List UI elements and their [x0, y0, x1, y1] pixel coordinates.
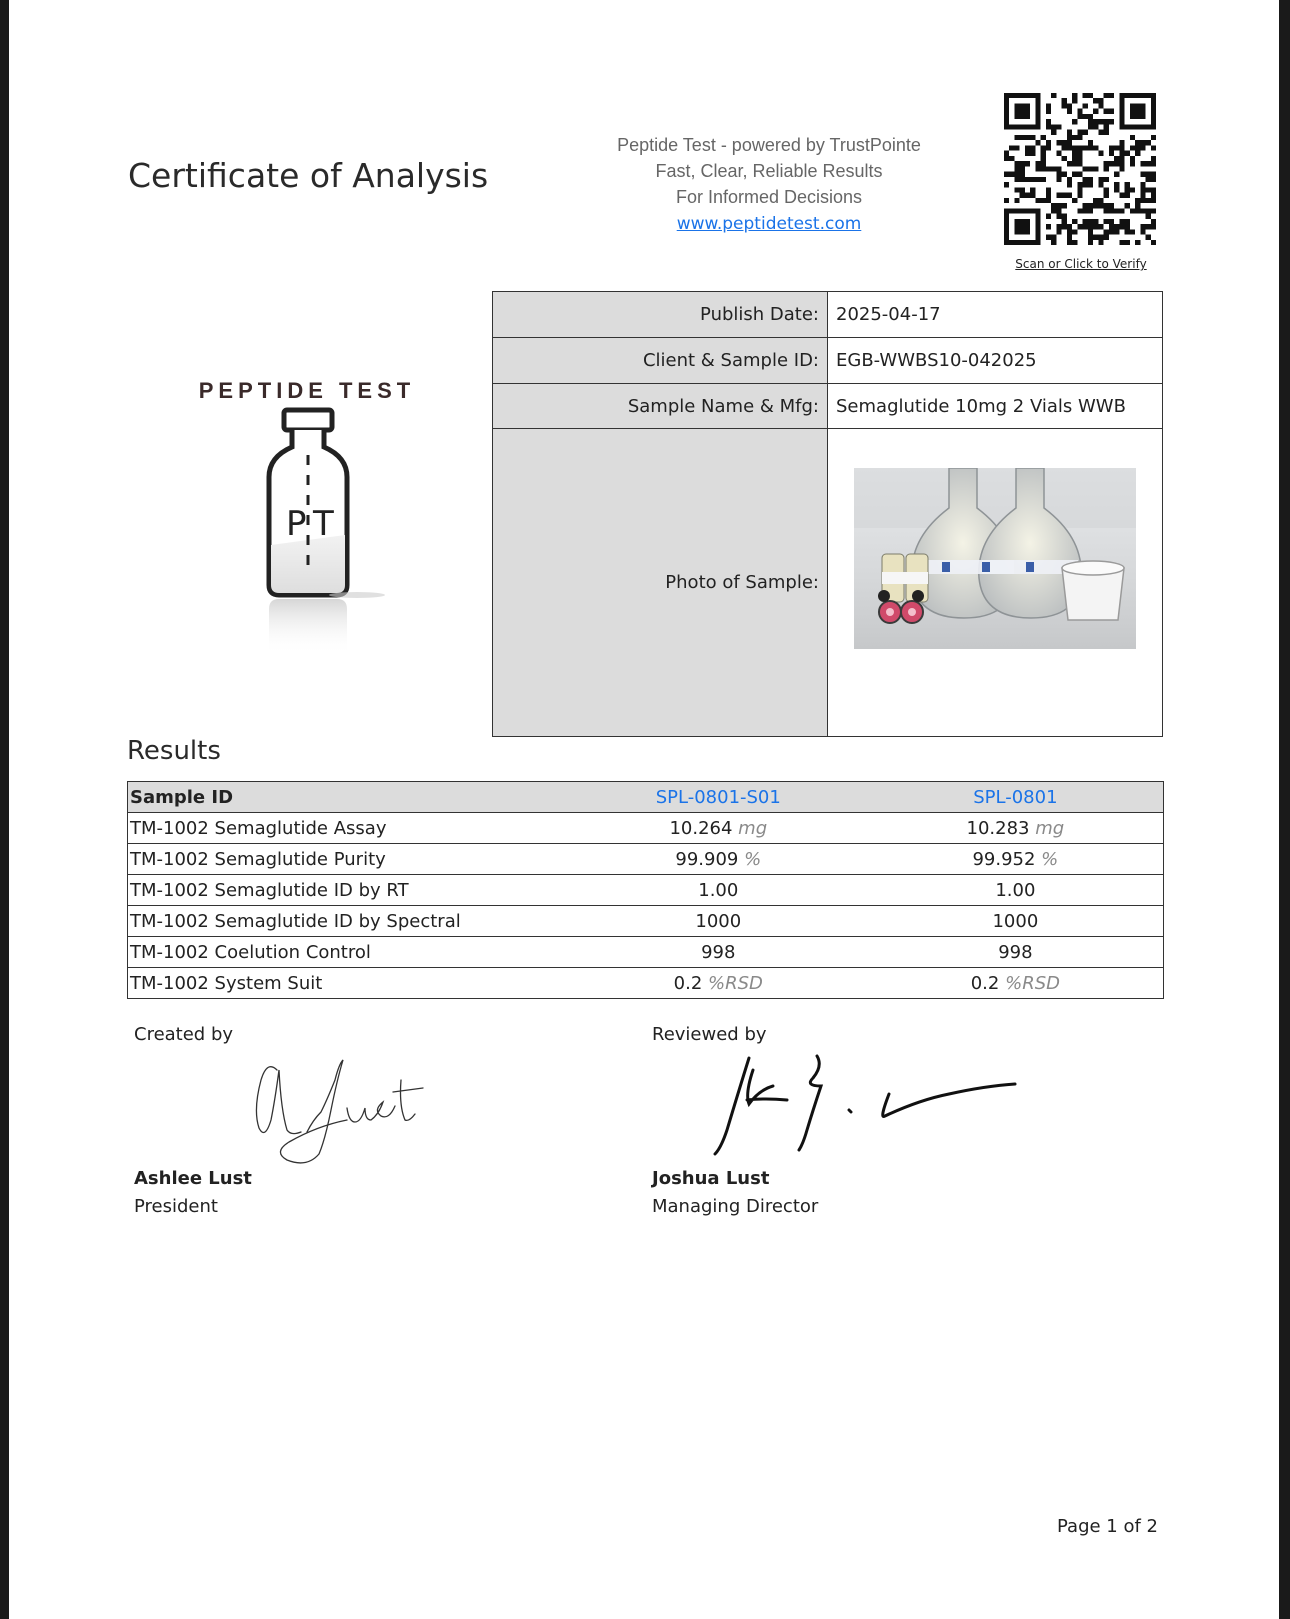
result-unit: mg [738, 817, 768, 839]
result-value: 1000 [992, 910, 1039, 932]
created-by-role: President [134, 1196, 218, 1217]
result-unit: % [744, 848, 762, 870]
publish-date-label: Publish Date: [493, 292, 828, 337]
result-value: 0.2 [673, 972, 703, 994]
result-value: 99.909 [675, 848, 739, 870]
document-page [9, 0, 1279, 1619]
created-signature [247, 1050, 457, 1170]
website-link[interactable]: www.peptidetest.com [676, 214, 862, 234]
logo-text: PEPTIDE TEST [198, 378, 416, 403]
table-row [128, 844, 1164, 875]
result-value: 10.264 [669, 817, 733, 839]
verify-link[interactable]: Scan or Click to Verify [1015, 257, 1147, 271]
test-name: TM-1002 Semaglutide ID by RT [130, 879, 409, 901]
sample-id-link-2[interactable]: SPL-0801 [973, 786, 1058, 808]
vial-logo-icon [247, 405, 397, 675]
sample-photo [854, 468, 1136, 649]
table-row [128, 968, 1164, 999]
reviewed-by-label: Reviewed by [652, 1024, 767, 1045]
svg-text:P: P [286, 504, 307, 544]
reviewed-signature [709, 1050, 1029, 1160]
results-header-row [128, 782, 1164, 813]
sample-id-header: Sample ID [128, 782, 569, 813]
page-number: Page 1 of 2 [1057, 1516, 1158, 1537]
page-title: Certificate of Analysis [128, 156, 489, 195]
result-value: 1.00 [698, 879, 739, 901]
results-heading: Results [127, 736, 221, 766]
table-row [128, 813, 1164, 844]
tagline-line-1: Peptide Test - powered by TrustPointe [617, 135, 921, 155]
result-value: 998 [998, 941, 1033, 963]
reviewed-by-role: Managing Director [652, 1196, 819, 1217]
sample-id-link-1[interactable]: SPL-0801-S01 [655, 786, 781, 808]
table-row [128, 875, 1164, 906]
client-id-label: Client & Sample ID: [493, 338, 828, 383]
result-value: 0.2 [970, 972, 1000, 994]
result-value: 1000 [695, 910, 742, 932]
results-table [127, 781, 1164, 999]
client-id-value: EGB-WWBS10-042025 [836, 350, 1037, 371]
created-by-name: Ashlee Lust [134, 1168, 252, 1189]
test-name: TM-1002 Semaglutide ID by Spectral [130, 910, 461, 932]
result-unit: %RSD [708, 972, 763, 994]
sample-info-table [492, 291, 1163, 737]
reviewed-by-name: Joshua Lust [652, 1168, 770, 1189]
result-unit: %RSD [1005, 972, 1061, 994]
result-value: 998 [701, 941, 736, 963]
sample-name-value: Semaglutide 10mg 2 Vials WWB [836, 395, 1126, 417]
table-row [128, 906, 1164, 937]
client-id-row [493, 338, 1162, 384]
test-name: TM-1002 Semaglutide Assay [130, 817, 387, 839]
result-value: 99.952 [972, 848, 1036, 870]
publish-date-row [493, 292, 1162, 338]
test-name: TM-1002 Semaglutide Purity [130, 848, 386, 870]
tagline-line-3: For Informed Decisions [675, 187, 863, 207]
tagline-line-2: Fast, Clear, Reliable Results [655, 161, 883, 181]
photo-row [493, 429, 1162, 736]
result-unit: % [1041, 848, 1059, 870]
result-value: 1.00 [995, 879, 1036, 901]
table-row [128, 937, 1164, 968]
photo-label: Photo of Sample: [493, 429, 828, 736]
result-value: 10.283 [966, 817, 1030, 839]
test-name: TM-1002 System Suit [130, 972, 323, 994]
publish-date-value: 2025-04-17 [836, 304, 941, 325]
tagline-block [599, 132, 939, 237]
created-by-label: Created by [134, 1024, 234, 1045]
sample-name-label: Sample Name & Mfg: [493, 384, 828, 428]
svg-text:T: T [313, 504, 334, 544]
test-name: TM-1002 Coelution Control [130, 941, 371, 963]
qr-code-icon[interactable] [1004, 93, 1156, 245]
sample-name-row [493, 384, 1162, 429]
result-unit: mg [1035, 817, 1065, 839]
